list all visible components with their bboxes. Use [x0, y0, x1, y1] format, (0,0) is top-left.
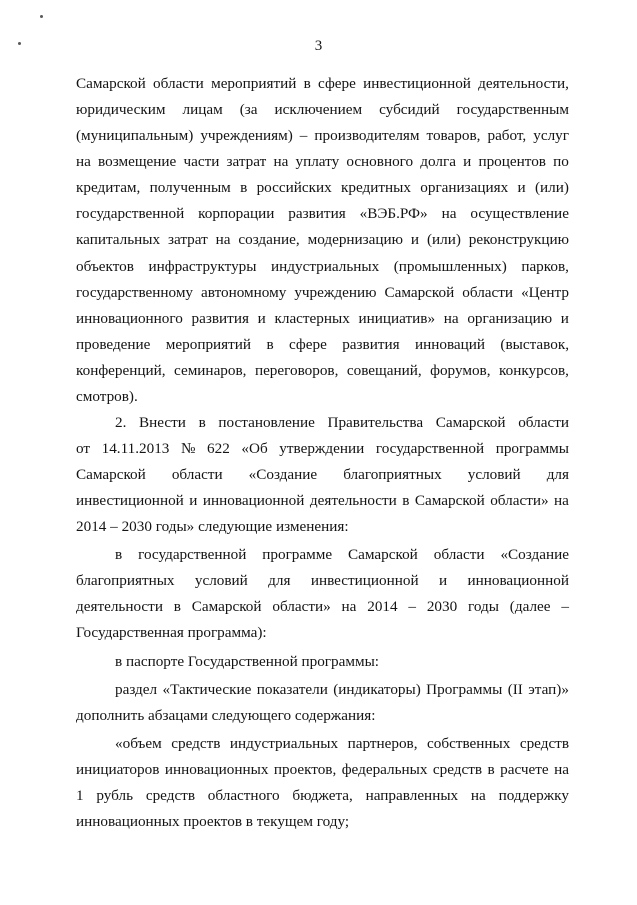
word: программы: [495, 440, 569, 457]
text-line: [115, 544, 569, 566]
word: –: [408, 598, 417, 615]
word: –: [299, 127, 308, 144]
word: на: [441, 205, 457, 222]
word: исключением: [274, 101, 363, 118]
word: юридическим: [76, 101, 166, 118]
text-line: [115, 733, 569, 755]
text-line: [76, 308, 569, 330]
text-line: [76, 73, 569, 95]
word: Самарской: [435, 414, 506, 431]
word: в: [173, 598, 181, 615]
word: инфраструктуры: [148, 258, 257, 275]
word: и: [438, 572, 448, 589]
word: лицам: [182, 101, 223, 118]
word: и: [257, 310, 266, 327]
text-line: в паспорте Государственной программы:: [115, 653, 380, 670]
text-line: [76, 203, 569, 225]
word: «Центр: [521, 284, 569, 301]
word: деятельности,: [478, 75, 569, 92]
word: Правительства: [327, 414, 424, 431]
text-line: [76, 490, 569, 512]
word: (индикаторы): [333, 681, 421, 698]
word: конференций,: [76, 362, 166, 379]
word: инновационной: [467, 572, 569, 589]
text-line: дополнить абзацами следующего содержания:: [76, 707, 376, 724]
word: Самарской: [384, 284, 455, 301]
word: на: [443, 310, 459, 327]
text-line: 2014 – 2030 годы» следующие изменения:: [76, 518, 349, 535]
word: полученным: [149, 179, 231, 196]
word: деятельности: [309, 492, 397, 509]
word: Самарской: [76, 466, 146, 483]
word: 14.11.2013: [101, 440, 170, 457]
word: и: [463, 153, 472, 170]
text-line: [76, 438, 569, 460]
word: на: [341, 598, 357, 615]
word: инновационного: [76, 310, 183, 327]
word: в: [487, 761, 495, 778]
text-line: [76, 464, 569, 486]
word: области: [518, 414, 569, 431]
word: инновационных: [164, 761, 269, 778]
word: автономному: [201, 284, 287, 301]
word: организацию: [467, 310, 553, 327]
word: государственным: [456, 101, 569, 118]
text-line: смотров).: [76, 388, 138, 405]
word: «Об: [241, 440, 268, 457]
word: инвестиционной: [310, 572, 419, 589]
word: уплату: [295, 153, 340, 170]
word: области»: [490, 492, 549, 509]
word: субсидий: [379, 101, 440, 118]
word: основного: [346, 153, 414, 170]
word: «Создание: [500, 546, 569, 563]
word: в: [240, 179, 248, 196]
word: Самарской: [414, 492, 485, 509]
word: расчете: [500, 761, 549, 778]
word: кластерных: [274, 310, 350, 327]
word: и: [517, 179, 526, 196]
text-line: [76, 334, 569, 356]
word: переговоров,: [254, 362, 339, 379]
word: партнеров,: [347, 735, 418, 752]
word: утверждении: [279, 440, 365, 457]
word: областного: [207, 787, 280, 804]
word: конкурсов,: [499, 362, 569, 379]
word: (муниципальным): [76, 127, 194, 144]
word: производителям: [314, 127, 420, 144]
word: проектов,: [273, 761, 337, 778]
word: средств: [171, 735, 221, 752]
word: бюджета,: [292, 787, 353, 804]
word: государственной: [375, 440, 485, 457]
text-line: Государственная программа):: [76, 624, 267, 641]
word: возмещение: [98, 153, 177, 170]
word: инноваций: [414, 336, 486, 353]
word: «объем: [115, 735, 162, 752]
word: на: [273, 153, 289, 170]
word: на: [470, 787, 486, 804]
word: затрат: [226, 153, 267, 170]
word: –: [561, 598, 569, 615]
word: инновационной: [202, 492, 305, 509]
word: «ВЭБ.РФ»: [359, 205, 428, 222]
word: на: [554, 492, 569, 509]
word: развития: [342, 336, 400, 353]
word: развития: [191, 310, 249, 327]
word: проведение: [76, 336, 151, 353]
word: области: [153, 75, 204, 92]
word: годы: [468, 598, 499, 615]
word: рубль: [96, 787, 134, 804]
word: для: [546, 466, 569, 483]
word: в: [115, 546, 123, 563]
text-line: [115, 679, 569, 701]
word: Самарской: [348, 546, 418, 563]
word: средств: [432, 761, 483, 778]
word: услуг: [533, 127, 569, 144]
word: раздел: [115, 681, 158, 698]
word: (или): [426, 231, 461, 248]
word: Программы: [426, 681, 503, 698]
word: парков,: [521, 258, 569, 275]
word: учреждению: [294, 284, 377, 301]
word: Внести: [139, 414, 186, 431]
word: области: [462, 284, 514, 301]
word: капитальных: [76, 231, 161, 248]
word: сфере: [318, 75, 356, 92]
word: кредитам,: [76, 179, 141, 196]
word: 1: [76, 787, 84, 804]
word: товаров,: [426, 127, 481, 144]
word: постановление: [218, 414, 315, 431]
word: в: [266, 336, 274, 353]
word: корпорации: [198, 205, 275, 222]
word: 2030: [426, 598, 458, 615]
text-line: [76, 360, 569, 382]
word: инициатив»: [358, 310, 436, 327]
word: объектов: [76, 258, 134, 275]
word: (II: [507, 681, 523, 698]
word: в: [402, 492, 410, 509]
word: Самарской: [76, 75, 146, 92]
text-line: [115, 412, 569, 434]
text-line: [76, 177, 569, 199]
word: деятельности: [76, 598, 163, 615]
word: показатели: [256, 681, 328, 698]
word: реконструкцию: [468, 231, 569, 248]
word: благоприятных: [343, 466, 442, 483]
word: на: [215, 231, 231, 248]
word: учреждениям): [200, 127, 293, 144]
word: на: [554, 761, 569, 778]
word: 2014: [367, 598, 398, 615]
word: средств: [519, 735, 569, 752]
word: (выставок,: [500, 336, 569, 353]
word: осуществление: [470, 205, 569, 222]
word: благоприятных: [76, 572, 175, 589]
page-number: 3: [314, 38, 323, 54]
word: (далее: [509, 598, 551, 615]
word: инициаторов: [76, 761, 160, 778]
word: семинаров,: [174, 362, 247, 379]
word: средств: [145, 787, 195, 804]
word: в: [198, 414, 206, 431]
text-line: [76, 125, 569, 147]
text-line: [76, 256, 569, 278]
word: и: [189, 492, 198, 509]
text-line: [76, 759, 569, 781]
word: программе: [262, 546, 333, 563]
word: условий: [194, 572, 248, 589]
text-line: [76, 151, 569, 173]
text-line: [76, 229, 569, 251]
word: (за: [239, 101, 258, 118]
word: (промышленных): [393, 258, 507, 275]
word: процентов: [478, 153, 546, 170]
word: совещаний,: [346, 362, 422, 379]
word: создание,: [238, 231, 300, 248]
word: мероприятий: [211, 75, 297, 92]
word: для: [268, 572, 291, 589]
text-line: [76, 570, 569, 592]
word: в: [303, 75, 311, 92]
word: федеральных: [341, 761, 428, 778]
word: индустриальных: [229, 735, 339, 752]
word: долга: [420, 153, 456, 170]
word: инвестиционной: [76, 492, 184, 509]
word: кредитных: [341, 179, 411, 196]
word: собственных: [427, 735, 511, 752]
text-line: [76, 785, 569, 807]
word: государственному: [76, 284, 194, 301]
word: развития: [288, 205, 346, 222]
word: затрат: [167, 231, 208, 248]
word: «Создание: [248, 466, 318, 483]
word: на: [76, 153, 91, 170]
word: и: [410, 231, 420, 248]
word: (или): [534, 179, 569, 196]
word: индустриальных: [271, 258, 380, 275]
word: государственной: [138, 546, 247, 563]
word: области»: [272, 598, 331, 615]
word: «Тактические: [162, 681, 252, 698]
word: и: [560, 310, 569, 327]
word: этап)»: [528, 681, 569, 698]
word: государственной: [76, 205, 185, 222]
word: поддержку: [498, 787, 569, 804]
word: по: [553, 153, 569, 170]
word: инвестиционной: [363, 75, 471, 92]
word: форумов,: [430, 362, 491, 379]
text-line: [76, 282, 569, 304]
word: 622: [207, 440, 230, 457]
word: модернизацию: [307, 231, 404, 248]
word: части: [183, 153, 220, 170]
word: Самарской: [191, 598, 262, 615]
word: области: [171, 466, 223, 483]
text-line: инновационных проектов в текущем году;: [76, 813, 350, 830]
word: сфере: [288, 336, 327, 353]
word: мероприятий: [165, 336, 252, 353]
word: от: [76, 440, 91, 457]
word: организациях: [420, 179, 509, 196]
scan-dot-top: [40, 15, 43, 18]
word: области: [433, 546, 485, 563]
word: российских: [256, 179, 332, 196]
text-line: [76, 99, 569, 121]
word: работ,: [487, 127, 527, 144]
word: №: [180, 440, 196, 457]
word: направленных: [365, 787, 459, 804]
text-line: [76, 596, 569, 618]
word: условий: [467, 466, 521, 483]
word: 2.: [115, 414, 127, 431]
